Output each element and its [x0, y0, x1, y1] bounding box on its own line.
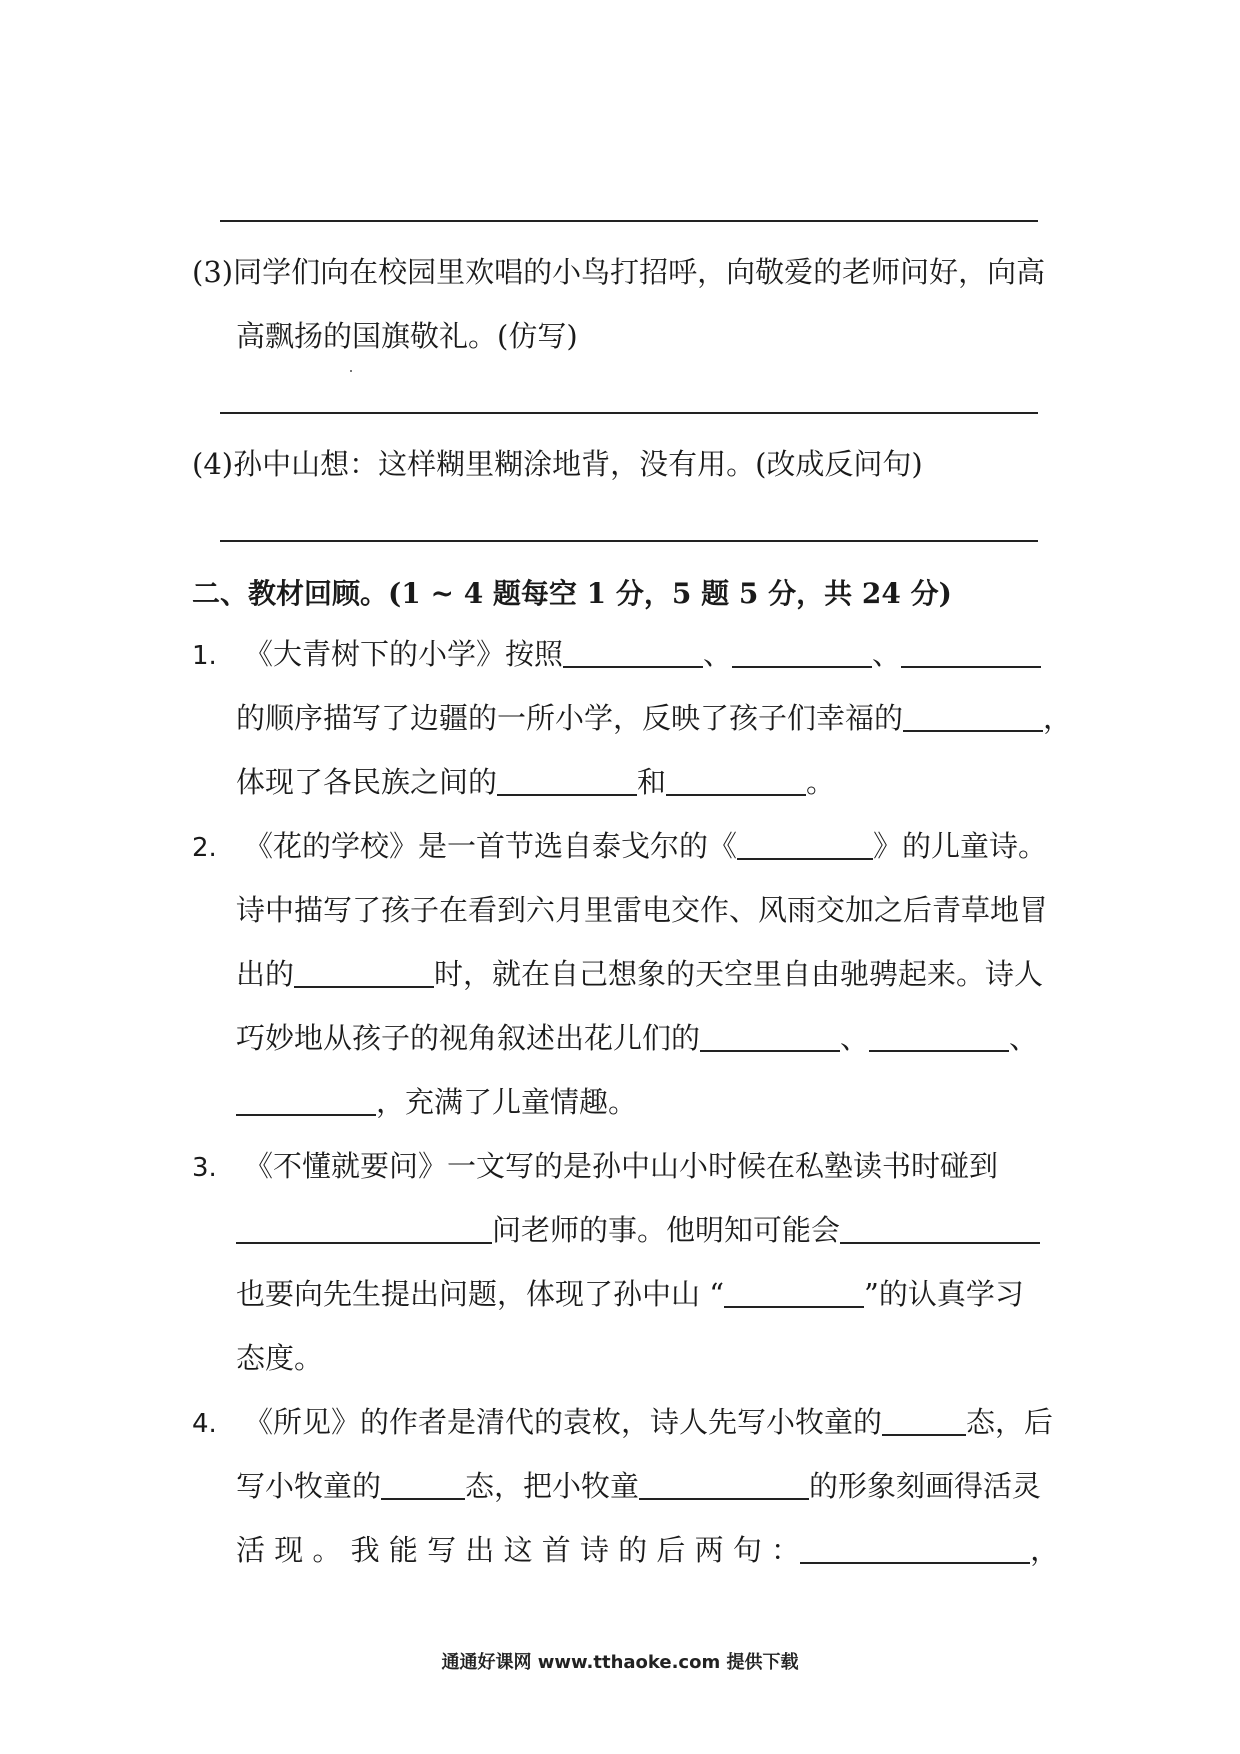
q4-line1 [192, 1402, 1053, 1444]
q3-line2 [236, 1210, 1040, 1250]
q4-blank-3[interactable] [639, 1468, 809, 1500]
q1-number: 1. [192, 641, 217, 671]
q1-line1 [192, 634, 1041, 676]
q1-line3 [236, 762, 835, 802]
q2-blank-3[interactable] [700, 1020, 840, 1052]
speck [350, 370, 352, 372]
q2-line3 [236, 954, 1043, 994]
q1-blank-3[interactable] [901, 636, 1041, 668]
q4-blank-1[interactable] [882, 1404, 966, 1436]
answer-line-4 [220, 540, 1038, 542]
q3-text-d: ”的认真学习 [864, 1277, 1024, 1311]
q1-blank-5[interactable] [497, 764, 637, 796]
q3-text-c: 也要向先生提出问题，体现了孙中山 “ [236, 1277, 725, 1311]
q4-text-b: 态，后 [966, 1405, 1054, 1439]
q4-text-g: ， [1030, 1533, 1060, 1567]
q3-rewrite-line2: 高飘扬的国旗敬礼。(仿写) [236, 319, 578, 353]
q3-line3 [236, 1274, 1024, 1314]
q3-blank-1[interactable] [236, 1212, 492, 1244]
q4-blank-2[interactable] [381, 1468, 465, 1500]
q4-rewrite-line1: (4)孙中山想：这样糊里糊涂地背，没有用。(改成反问句) [192, 447, 923, 481]
q2-text-i: ，充满了儿童情趣。 [376, 1085, 638, 1119]
q4-text-e: 的形象刻画得活灵 [809, 1469, 1042, 1503]
q4-text-a: 《所见》的作者是清代的袁枚，诗人先写小牧童的 [244, 1405, 883, 1439]
answer-line-2 [220, 220, 1038, 222]
q2-blank-2[interactable] [294, 956, 434, 988]
q3-line1 [192, 1146, 998, 1188]
q2-text-a: 《花的学校》是一首节选自泰戈尔的《 [244, 829, 738, 863]
q1-line2 [236, 698, 1072, 738]
q1-text-h: 。 [806, 765, 836, 799]
q2-blank-4[interactable] [869, 1020, 1009, 1052]
q1-blank-2[interactable] [732, 636, 872, 668]
q1-text-g: 和 [637, 765, 667, 799]
q2-blank-5[interactable] [236, 1084, 376, 1116]
q3-line4: 态度。 [236, 1341, 324, 1375]
q1-text-c: 、 [872, 637, 902, 671]
q2-blank-1[interactable] [737, 828, 873, 860]
footer-source: 通通好课网 www.tthaoke.com 提供下载 [441, 1652, 799, 1673]
q1-blank-6[interactable] [666, 764, 806, 796]
q4-blank-4[interactable] [800, 1532, 1030, 1564]
q1-text-b: 、 [703, 637, 733, 671]
q1-text-f: 体现了各民族之间的 [236, 765, 498, 799]
q3-text-b: 问老师的事。他明知可能会 [492, 1213, 841, 1247]
q3-number: 3. [192, 1153, 217, 1183]
q2-text-f: 巧妙地从孩子的视角叙述出花儿们的 [236, 1021, 701, 1055]
q4-line3 [236, 1530, 1059, 1570]
q4-text-d: 态，把小牧童 [465, 1469, 640, 1503]
q3-blank-2[interactable] [840, 1212, 1040, 1244]
q2-text-d: 出的 [236, 957, 295, 991]
q2-text-h: 、 [1009, 1021, 1039, 1055]
q4-text-c: 写小牧童的 [236, 1469, 382, 1503]
q1-text-e: ， [1043, 701, 1073, 735]
q3-blank-3[interactable] [724, 1276, 864, 1308]
q2-line2: 诗中描写了孩子在看到六月里雷电交作、风雨交加之后青草地冒 [236, 893, 1049, 927]
q1-blank-4[interactable] [903, 700, 1043, 732]
answer-line-3 [220, 412, 1038, 414]
q4-line2 [236, 1466, 1041, 1506]
q4-number: 4. [192, 1409, 217, 1439]
q1-blank-1[interactable] [563, 636, 703, 668]
q4-text-f: 活 现 。 我 能 写 出 这 首 诗 的 后 两 句 ： [236, 1533, 801, 1567]
q1-text-d: 的顺序描写了边疆的一所小学，反映了孩子们幸福的 [236, 701, 904, 735]
q3-rewrite-line1: (3)同学们向在校园里欢唱的小鸟打招呼，向敬爱的老师问好，向高 [192, 255, 1046, 289]
q2-number: 2. [192, 833, 217, 863]
q2-line1 [192, 826, 1047, 868]
q2-text-g: 、 [840, 1021, 870, 1055]
q2-text-b: 》的儿童诗。 [873, 829, 1048, 863]
section2-heading: 二、教材回顾。(1 ~ 4 题每空 1 分，5 题 5 分，共 24 分) [192, 577, 952, 610]
q3-text-a: 《不懂就要问》一文写的是孙中山小时候在私塾读书时碰到 [244, 1149, 999, 1183]
q2-text-e: 时，就在自己想象的天空里自由驰骋起来。诗人 [434, 957, 1044, 991]
q2-line4 [236, 1018, 1038, 1058]
q2-line5 [236, 1082, 637, 1122]
q1-text-a: 《大青树下的小学》按照 [244, 637, 564, 671]
